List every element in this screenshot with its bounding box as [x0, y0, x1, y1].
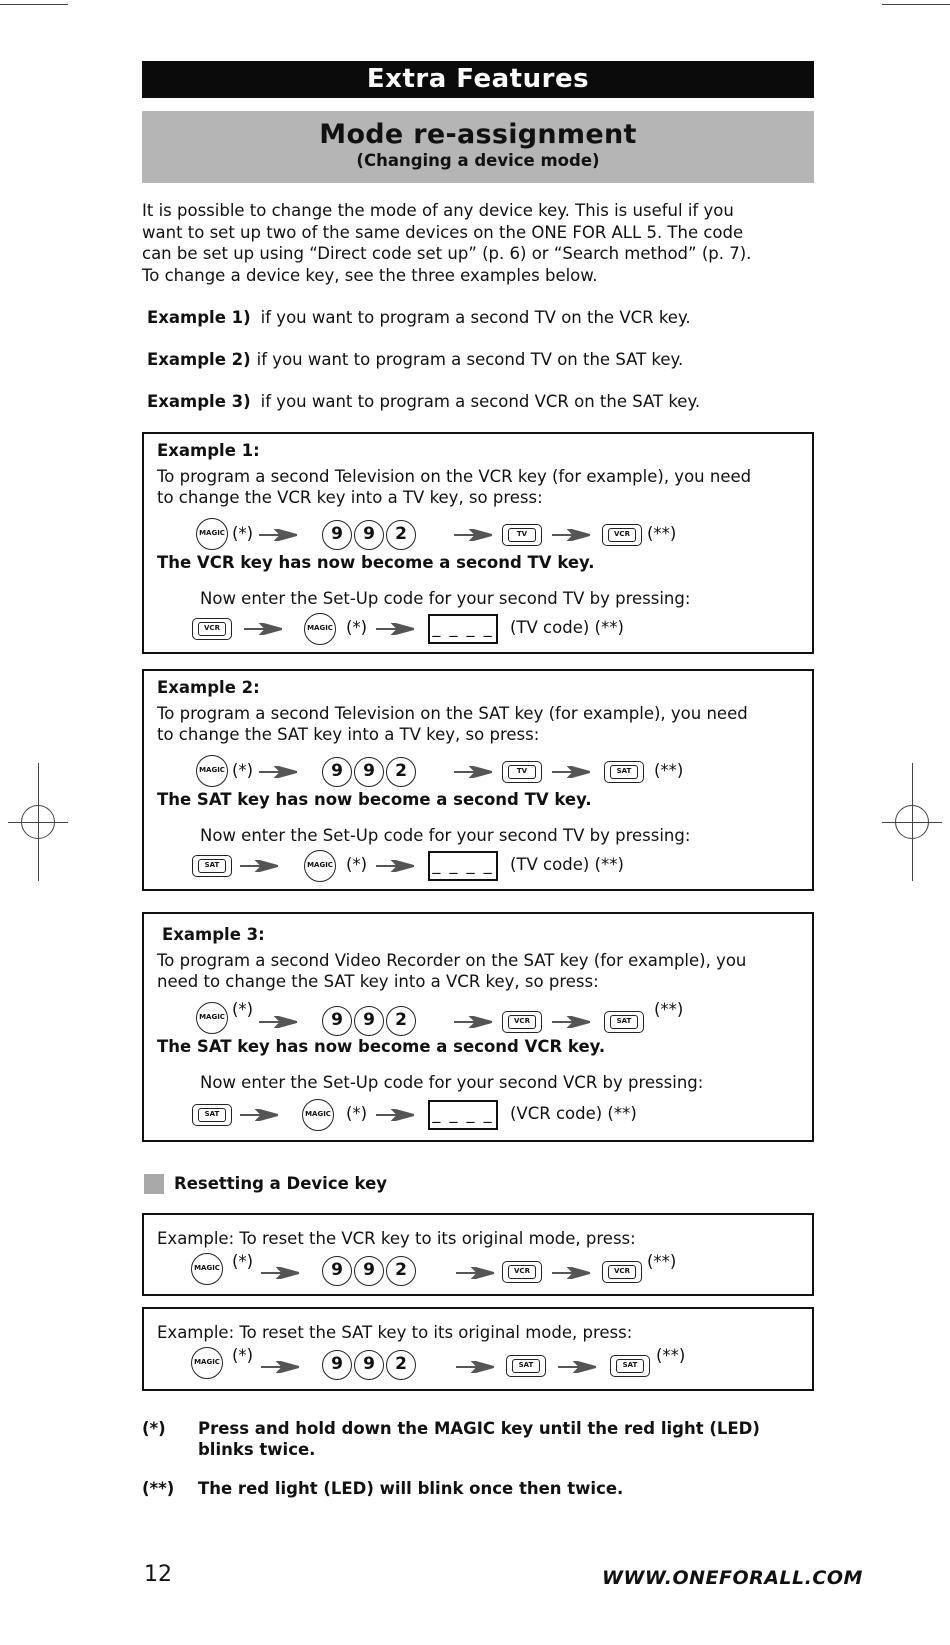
arrow-icon — [456, 1267, 494, 1279]
arrow-icon — [456, 1361, 494, 1373]
magic-key-icon: MAGIC — [196, 518, 228, 550]
magic-key-icon: MAGIC — [196, 1002, 228, 1034]
example1-line1: To program a second Television on the VCR key (for example), you need — [157, 467, 752, 486]
digit-key-icon: 9 — [322, 757, 352, 787]
reset-sat-sequence — [144, 1347, 812, 1381]
arrow-icon — [376, 623, 414, 635]
digit-key-icon: 9 — [322, 1006, 352, 1036]
example3-code-sequence — [144, 1098, 812, 1132]
example1-line2: to change the VCR key into a TV key, so press: — [157, 488, 543, 507]
vcr-key-icon: VCR — [502, 1261, 542, 1283]
digit-key-icon: 9 — [322, 1256, 352, 1286]
code-entry-box: _ _ _ _ — [428, 851, 498, 881]
vcr-key-icon: VCR — [602, 524, 642, 546]
arrow-icon — [244, 623, 282, 635]
crop-mark-top-left — [0, 4, 68, 5]
footnote-double-star — [142, 1478, 822, 1500]
page-number: 12 — [144, 1562, 172, 1587]
example-list-item — [147, 392, 700, 411]
digit-key-icon: 2 — [386, 1256, 416, 1286]
intro-line: It is possible to change the mode of any device key. This is useful if you — [142, 201, 734, 220]
digit-key-icon: 9 — [354, 757, 384, 787]
example-list-label: Example 1) — [147, 308, 251, 327]
reset-sat-text: Example: To reset the SAT key to its original mode, press: — [157, 1323, 633, 1342]
intro-line: want to set up two of the same devices on the ONE FOR ALL 5. The code — [142, 222, 744, 242]
example2-code-sequence — [144, 849, 812, 883]
example1-result: The VCR key has now become a second TV key. — [157, 553, 595, 572]
example2-enter-instruction: Now enter the Set-Up code for your second TV by pressing: — [200, 826, 691, 845]
footnote-single-star — [142, 1418, 822, 1462]
arrow-icon — [454, 1016, 492, 1028]
digit-key-icon: 2 — [386, 520, 416, 550]
example3-line1: To program a second Video Recorder on the SAT key (for example), you — [157, 951, 747, 970]
example3-result: The SAT key has now become a second VCR key. — [157, 1037, 606, 1056]
magic-key-icon: MAGIC — [196, 755, 228, 787]
example-list-item — [147, 308, 691, 327]
sat-key-icon: SAT — [192, 855, 232, 877]
double-star-note: (**) — [656, 1346, 686, 1365]
page-title: Extra Features — [142, 61, 814, 98]
star-note: (*) — [232, 761, 254, 780]
arrow-icon — [261, 1267, 299, 1279]
sat-key-icon: SAT — [506, 1355, 546, 1377]
arrow-icon — [259, 1016, 297, 1028]
reset-vcr-sequence — [144, 1253, 812, 1287]
star-note: (*) — [232, 1000, 254, 1019]
star-note: (*) — [232, 1346, 254, 1365]
star-note: (*) — [232, 524, 254, 543]
example2-box — [142, 669, 814, 891]
intro-line: To change a device key, see the three examples below. — [142, 265, 598, 285]
example-list-label: Example 2) — [147, 350, 251, 369]
vcr-key-icon: VCR — [502, 1011, 542, 1033]
sat-key-icon: SAT — [604, 761, 644, 783]
example1-enter-instruction: Now enter the Set-Up code for your second TV by pressing: — [200, 589, 691, 608]
section-header — [142, 111, 814, 183]
digit-key-icon: 2 — [386, 757, 416, 787]
digit-key-icon: 2 — [386, 1006, 416, 1036]
arrow-icon — [240, 860, 278, 872]
footnote-text: Press and hold down the MAGIC key until the red light (LED) blinks twice. — [198, 1419, 760, 1459]
example2-keypress-sequence — [144, 755, 812, 789]
example2-line2: to change the SAT key into a TV key, so press: — [157, 725, 540, 744]
double-star-note: (**) — [647, 524, 677, 543]
arrow-icon — [552, 529, 590, 541]
example3-line2: need to change the SAT key into a VCR key, so press: — [157, 972, 599, 991]
arrow-icon — [454, 529, 492, 541]
code-label: (TV code) (**) — [510, 618, 624, 637]
reset-vcr-box — [142, 1213, 814, 1296]
example3-enter-instruction: Now enter the Set-Up code for your second VCR by pressing: — [200, 1073, 704, 1092]
sat-key-icon: SAT — [192, 1104, 232, 1126]
arrow-icon — [240, 1109, 278, 1121]
footnote-mark: (*) — [142, 1419, 166, 1438]
example2-line1: To program a second Television on the SAT key (for example), you need — [157, 704, 748, 723]
vcr-key-icon: VCR — [602, 1261, 642, 1283]
section-title: Mode re-assignment — [319, 119, 637, 150]
arrow-icon — [552, 1267, 590, 1279]
vcr-key-icon: VCR — [192, 618, 232, 640]
reset-heading: Resetting a Device key — [174, 1174, 388, 1193]
example2-result: The SAT key has now become a second TV key. — [157, 790, 592, 809]
example3-box — [142, 912, 814, 1142]
star-note: (*) — [232, 1252, 254, 1271]
example-list-text: if you want to program a second TV on the SAT key. — [256, 350, 684, 369]
sat-key-icon: SAT — [610, 1355, 650, 1377]
arrow-icon — [259, 529, 297, 541]
star-note: (*) — [346, 618, 368, 637]
digit-key-icon: 9 — [354, 1006, 384, 1036]
example1-box — [142, 432, 814, 654]
example1-code-sequence — [144, 612, 812, 646]
code-entry-box: _ _ _ _ — [428, 1100, 498, 1130]
magic-key-icon: MAGIC — [302, 1099, 334, 1131]
website-url: WWW.ONEFORALL.COM — [602, 1567, 863, 1589]
magic-key-icon: MAGIC — [191, 1253, 223, 1285]
arrow-icon — [376, 860, 414, 872]
code-entry-box: _ _ _ _ — [428, 614, 498, 644]
tv-key-icon: TV — [502, 761, 542, 783]
example-list-text: if you want to program a second VCR on the SAT key. — [260, 392, 701, 411]
digit-key-icon: 2 — [386, 1350, 416, 1380]
arrow-icon — [558, 1361, 596, 1373]
digit-key-icon: 9 — [354, 1350, 384, 1380]
intro-line: can be set up using “Direct code set up” (p. 6) or “Search method” (p. 7). — [142, 244, 752, 263]
section-marker-square — [144, 1174, 164, 1194]
footnote-mark: (**) — [142, 1479, 175, 1498]
reset-sat-box — [142, 1307, 814, 1391]
intro-paragraph — [142, 200, 842, 286]
digit-key-icon: 9 — [322, 520, 352, 550]
arrow-icon — [454, 766, 492, 778]
digit-key-icon: 9 — [354, 1256, 384, 1286]
example3-keypress-sequence — [144, 1002, 812, 1036]
arrow-icon — [259, 766, 297, 778]
code-label: (TV code) (**) — [510, 855, 624, 874]
reset-vcr-text: Example: To reset the VCR key to its original mode, press: — [157, 1229, 636, 1248]
digit-key-icon: 9 — [322, 1350, 352, 1380]
example2-title: Example 2: — [157, 678, 260, 697]
magic-key-icon: MAGIC — [304, 850, 336, 882]
sat-key-icon: SAT — [604, 1011, 644, 1033]
magic-key-icon: MAGIC — [191, 1347, 223, 1379]
double-star-note: (**) — [654, 1000, 684, 1019]
footnote-text: The red light (LED) will blink once then twice. — [198, 1479, 624, 1498]
crop-mark-top-right — [882, 4, 950, 5]
arrow-icon — [261, 1361, 299, 1373]
tv-key-icon: TV — [502, 524, 542, 546]
example-list-item — [147, 350, 683, 369]
star-note: (*) — [346, 1104, 368, 1123]
example-list-text: if you want to program a second TV on the VCR key. — [260, 308, 691, 327]
arrow-icon — [552, 1016, 590, 1028]
code-label: (VCR code) (**) — [510, 1104, 637, 1123]
section-subtitle: (Changing a device mode) — [356, 151, 600, 170]
example-list-label: Example 3) — [147, 392, 251, 411]
example3-title: Example 3: — [162, 925, 265, 944]
double-star-note: (**) — [654, 761, 684, 780]
arrow-icon — [376, 1109, 414, 1121]
example1-keypress-sequence — [144, 518, 812, 552]
star-note: (*) — [346, 855, 368, 874]
magic-key-icon: MAGIC — [304, 613, 336, 645]
example1-title: Example 1: — [157, 441, 260, 460]
double-star-note: (**) — [647, 1252, 677, 1271]
digit-key-icon: 9 — [354, 520, 384, 550]
arrow-icon — [552, 766, 590, 778]
